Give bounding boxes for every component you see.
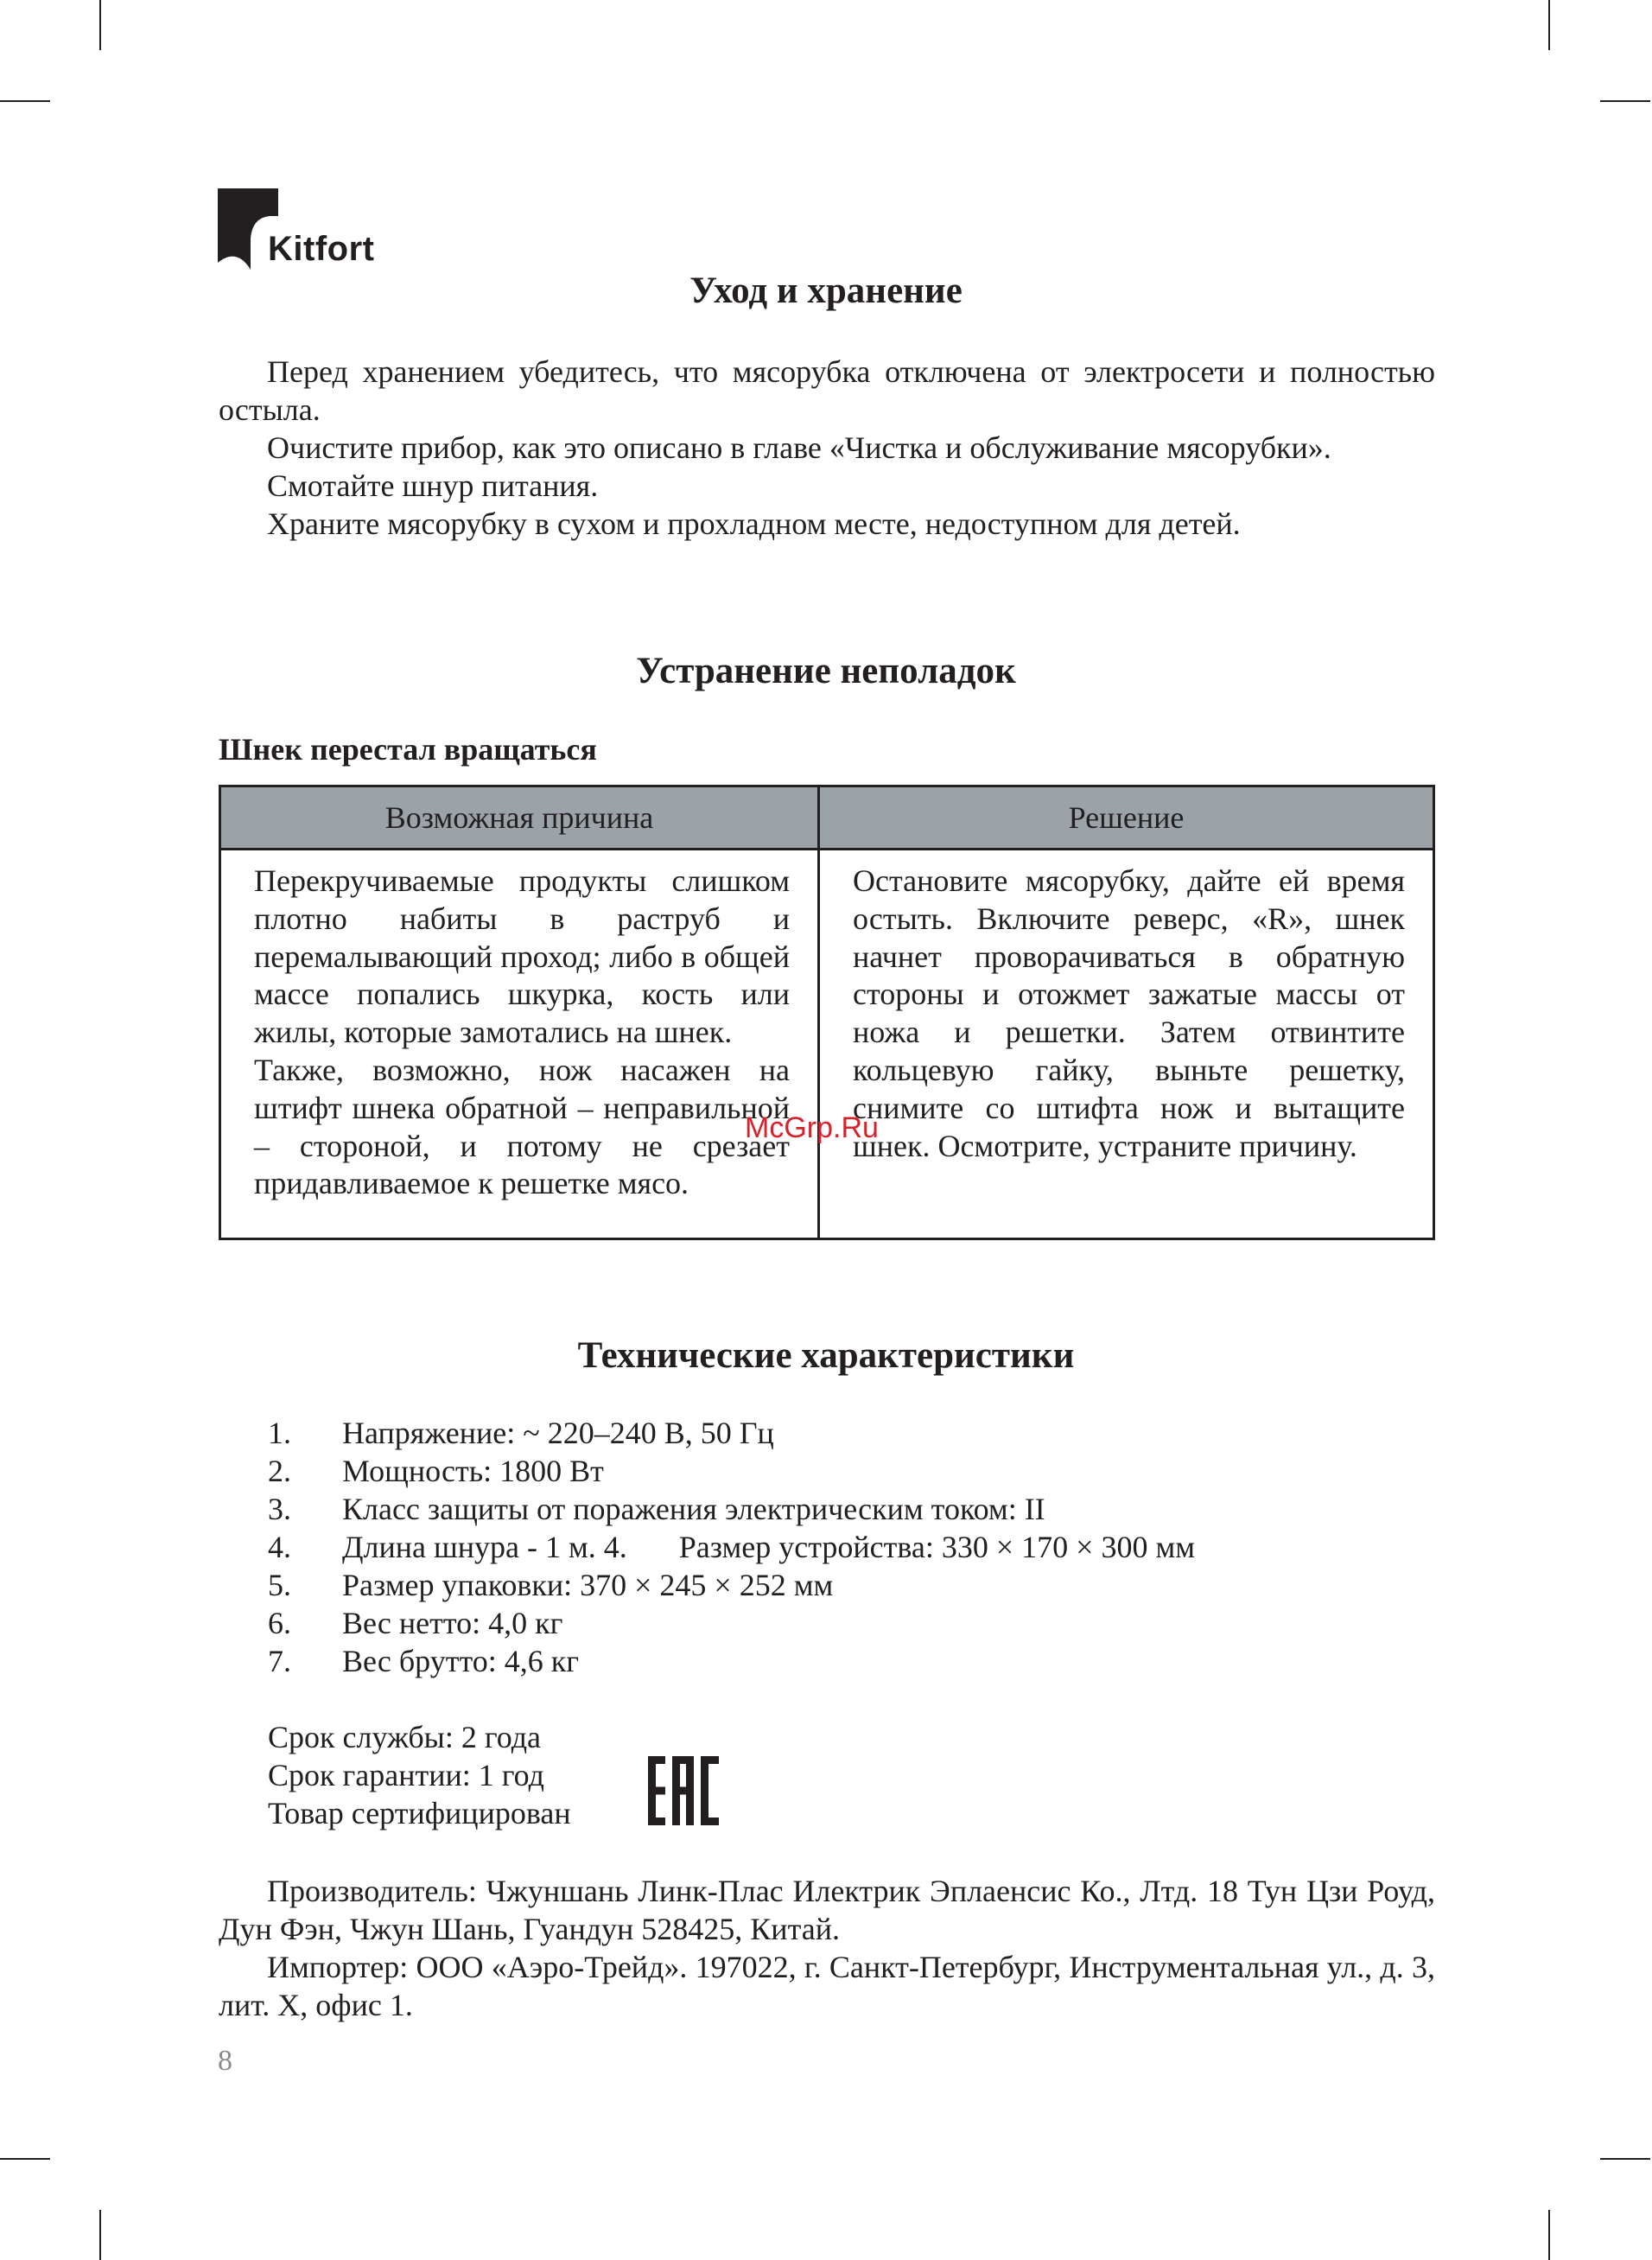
list-item <box>268 1604 1195 1642</box>
care-paragraph: Храните мясорубку в сухом и прохладном месте, недоступном для детей. <box>267 506 1241 541</box>
list-item <box>268 1414 1195 1452</box>
crop-mark <box>1600 100 1650 102</box>
list-number: 6. <box>268 1606 291 1640</box>
cause-text: Перекручиваемые продукты слишком плотно набиты в раструб и перемалывающий проход; либо в общей массе попались шкурка, кость или жилы, которые замотались на шнек. <box>254 863 790 1050</box>
crop-mark <box>1548 2210 1550 2260</box>
solution-cell <box>819 850 1434 1239</box>
care-title: Уход и хранение <box>689 271 963 311</box>
column-header-solution: Решение <box>819 786 1434 850</box>
specs-title: Технические характеристики <box>577 1335 1075 1376</box>
spec-text: Размер упаковки: 370 × 245 × 252 мм <box>342 1568 834 1602</box>
spec-text: Вес нетто: 4,0 кг <box>342 1606 563 1640</box>
crop-mark <box>1600 2158 1650 2160</box>
eac-certification-icon <box>648 1756 719 1825</box>
specs-list <box>268 1414 1195 1680</box>
column-header-cause: Возможная причина <box>220 786 819 850</box>
crop-mark <box>0 2158 50 2160</box>
spec-text: Мощность: 1800 Вт <box>342 1454 604 1488</box>
spec-text: Напряжение: ~ 220–240 В, 50 Гц <box>342 1416 774 1450</box>
manufacturer: Производитель: Чжуншань Линк-Плас Илектрик Эплаенсис Ко., Лтд. 18 Тун Цзи Роуд, Дун Фэн, Чжун Шань, Гуандун 528425, Китай. <box>219 1874 1435 1946</box>
crop-mark <box>1548 0 1550 50</box>
crop-mark <box>99 0 101 50</box>
table-row <box>220 850 1434 1239</box>
crop-mark <box>99 2210 101 2260</box>
service-info <box>268 1718 571 1832</box>
list-number: 7. <box>268 1644 291 1678</box>
spec-text: Класс защиты от поражения электрическим током: II <box>342 1492 1045 1526</box>
watermark: McGrp.Ru <box>745 1111 879 1144</box>
list-item <box>268 1490 1195 1528</box>
list-number: 3. <box>268 1492 291 1526</box>
care-paragraph: Смотайте шнур питания. <box>267 468 599 503</box>
importer: Импортер: ООО «Аэро-Трейд». 197022, г. Санкт-Петербург, Инструментальная ул., д. 3, лит. Х, офис 1. <box>219 1950 1435 2022</box>
page-number: 8 <box>218 2045 232 2077</box>
cause-cell <box>220 850 819 1239</box>
care-paragraphs <box>219 353 1435 543</box>
table-header-row <box>220 786 1434 850</box>
spec-text: Длина шнура - 1 м. 4. <box>342 1530 627 1564</box>
list-item <box>268 1452 1195 1490</box>
spec-text: Вес брутто: 4,6 кг <box>342 1644 579 1678</box>
care-paragraph: Очистите прибор, как это описано в главе «Чистка и обслуживание мясорубки». <box>267 430 1331 465</box>
list-number: 2. <box>268 1454 291 1488</box>
spec-text: Размер устройства: 330 × 170 × 300 мм <box>678 1530 1196 1564</box>
manufacturer-info <box>219 1872 1435 2024</box>
list-number: 4. <box>268 1530 291 1564</box>
list-number: 5. <box>268 1568 291 1602</box>
list-item <box>268 1528 1195 1566</box>
list-item <box>268 1642 1195 1680</box>
list-item <box>268 1566 1195 1604</box>
troubleshooting-subtitle: Шнек перестал вращаться <box>219 732 597 767</box>
troubleshooting-title: Устранение неполадок <box>636 651 1016 691</box>
list-number: 1. <box>268 1416 291 1450</box>
care-paragraph: Перед хранением убедитесь, что мясорубка отключена от электросети и полностью остыла. <box>219 354 1435 427</box>
crop-mark <box>0 100 50 102</box>
warranty: Срок гарантии: 1 год <box>268 1758 544 1792</box>
solution-text: Остановите мясорубку, дайте ей время остыть. Включите реверс, «R», шнек начнет проворачиваться в обратную стороны и отожмет зажатые массы от ножа и решетки. Затем отвинтите кольцевую гайку, выньте решетку, снимите со штифта нож и вытащите шнек. Осмотрите, устраните причину. <box>853 863 1405 1163</box>
cause-text: Также, возможно, нож насажен на штифт шнека обратной – неправильной – стороной, и потому не срезает придавливаемое к решетке мясо. <box>254 1052 790 1201</box>
service-life: Срок службы: 2 года <box>268 1720 542 1754</box>
brand-name: Kitfort <box>268 230 375 268</box>
troubleshooting-table <box>219 785 1435 1240</box>
certified: Товар сертифицирован <box>268 1796 571 1830</box>
